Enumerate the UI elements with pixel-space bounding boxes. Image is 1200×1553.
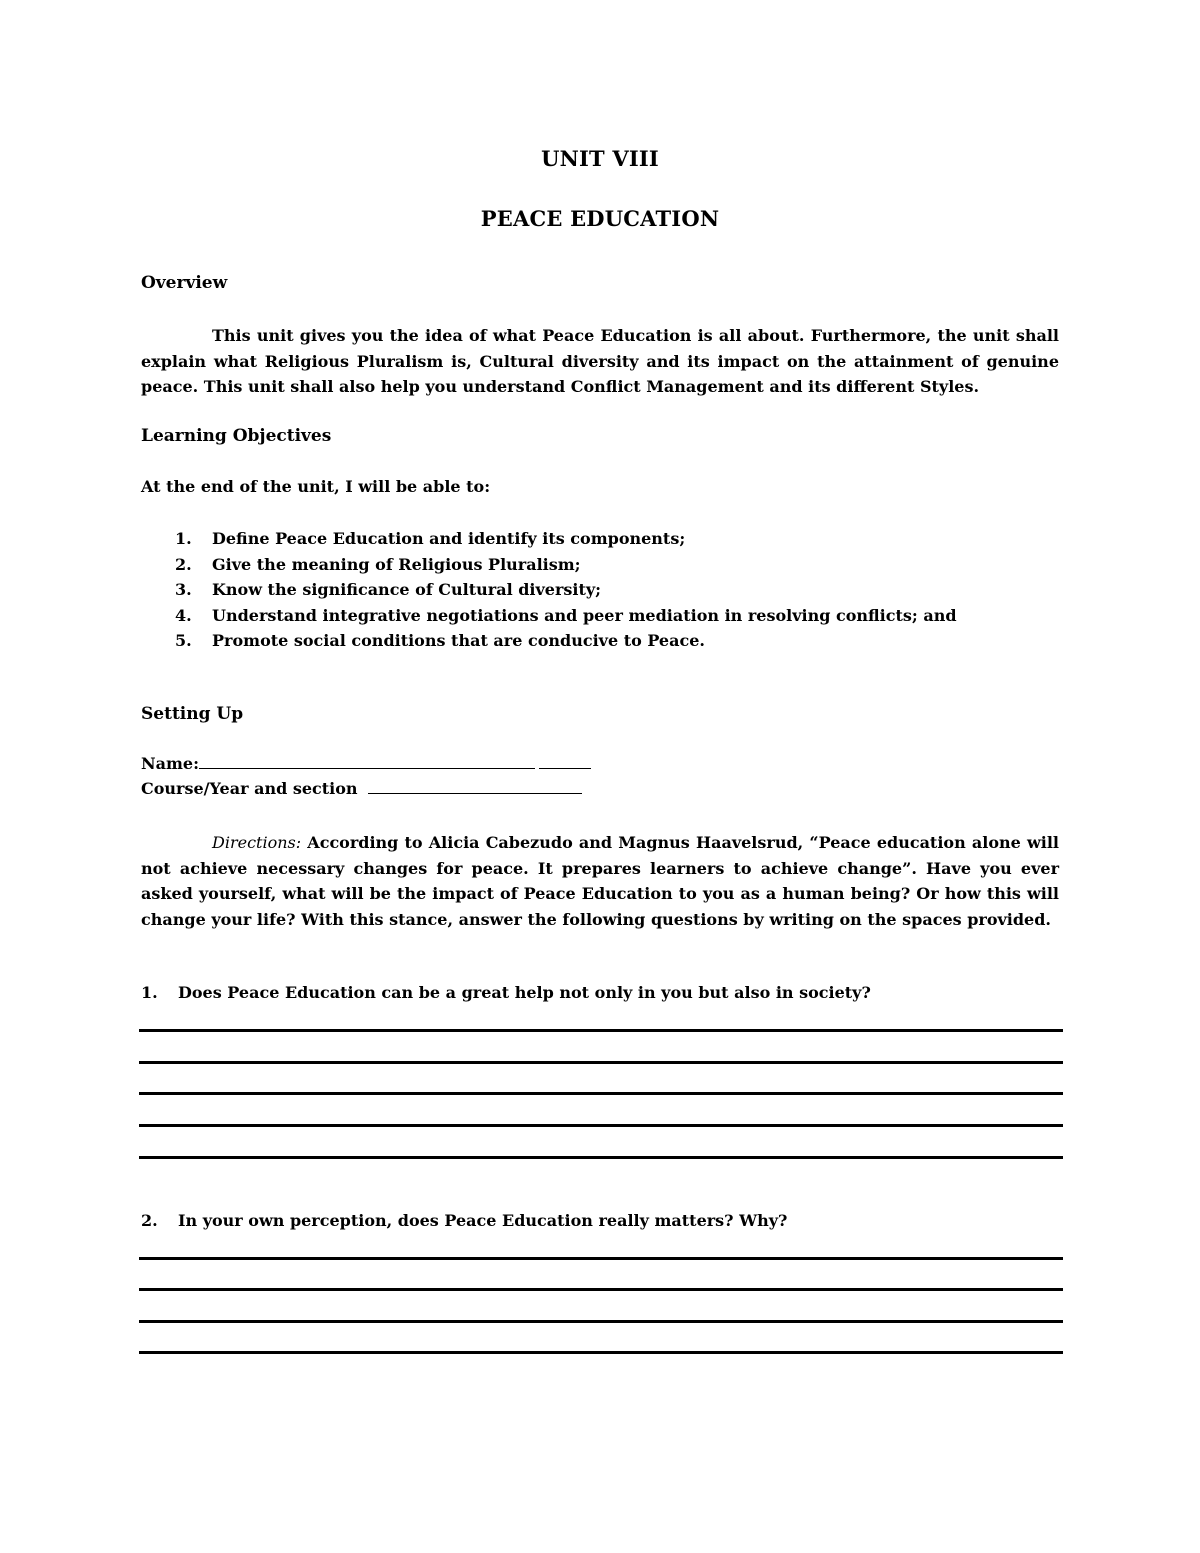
question-text: Does Peace Education can be a great help not only in you but also in society? xyxy=(178,983,871,1002)
objectives-list xyxy=(141,526,957,654)
question-1 xyxy=(141,983,871,1002)
list-item xyxy=(141,603,957,629)
answer-line[interactable] xyxy=(139,1029,1063,1032)
course-field-row xyxy=(141,779,582,798)
name-field[interactable] xyxy=(199,754,535,769)
name-field-extension[interactable] xyxy=(539,754,591,769)
question-2 xyxy=(141,1211,787,1230)
course-year-section-field[interactable] xyxy=(368,779,582,794)
directions-label: Directions: xyxy=(212,833,302,852)
list-item-number: 1. xyxy=(175,529,192,548)
list-item-number: 5. xyxy=(175,631,192,650)
list-item-number: 2. xyxy=(175,554,192,574)
list-item xyxy=(141,628,957,654)
list-item-text: Know the significance of Cultural diversity; xyxy=(212,580,602,599)
list-item-number: 3. xyxy=(175,580,192,599)
unit-heading: UNIT VIII xyxy=(541,146,659,171)
answer-line[interactable] xyxy=(139,1288,1063,1291)
list-item-text: Define Peace Education and identify its components; xyxy=(212,529,686,548)
list-item xyxy=(141,552,957,578)
setting-up-heading: Setting Up xyxy=(141,704,244,724)
answer-line[interactable] xyxy=(139,1257,1063,1260)
answer-line[interactable] xyxy=(139,1061,1063,1064)
list-item-text: Promote social conditions that are conducive to Peace. xyxy=(212,631,705,650)
list-item-number: 4. xyxy=(175,605,192,625)
objectives-heading: Learning Objectives xyxy=(141,426,332,446)
list-item xyxy=(141,526,957,552)
objectives-intro: At the end of the unit, I will be able to: xyxy=(141,477,491,496)
directions-text: According to Alicia Cabezudo and Magnus Haavelsrud, “Peace education alone will not achieve necessary changes for peace. It prepares learners to achieve change”. Have you ever asked yourself, what will be the impact of Peace Education to you as a human being? Or how this will change your life? With this stance, answer the following questions by writing on the spaces provided. xyxy=(141,833,1059,929)
directions-paragraph xyxy=(141,830,1059,932)
list-item-text: Give the meaning of Religious Pluralism; xyxy=(212,554,581,574)
page-title: PEACE EDUCATION xyxy=(480,206,720,231)
answer-line[interactable] xyxy=(139,1156,1063,1159)
question-text: In your own perception, does Peace Education really matters? Why? xyxy=(178,1211,788,1230)
question-number: 2. xyxy=(141,1211,158,1230)
course-label: Course/Year and section xyxy=(141,779,358,798)
answer-line[interactable] xyxy=(139,1351,1063,1354)
question-number: 1. xyxy=(141,983,158,1002)
list-item-text: Understand integrative negotiations and peer mediation in resolving conflicts; and xyxy=(212,605,957,625)
overview-heading: Overview xyxy=(141,273,228,293)
answer-line[interactable] xyxy=(139,1320,1063,1323)
list-item xyxy=(141,577,957,603)
answer-line[interactable] xyxy=(139,1092,1063,1095)
name-field-row xyxy=(141,754,591,773)
name-label: Name: xyxy=(141,754,200,773)
answer-line[interactable] xyxy=(139,1124,1063,1127)
overview-paragraph: This unit gives you the idea of what Peace Education is all about. Furthermore, the unit shall explain what Religious Pluralism is, Cultural diversity and its impact on the attainment of genuine peace. This unit shall also help you understand Conflict Management and its different Styles. xyxy=(141,326,1059,396)
